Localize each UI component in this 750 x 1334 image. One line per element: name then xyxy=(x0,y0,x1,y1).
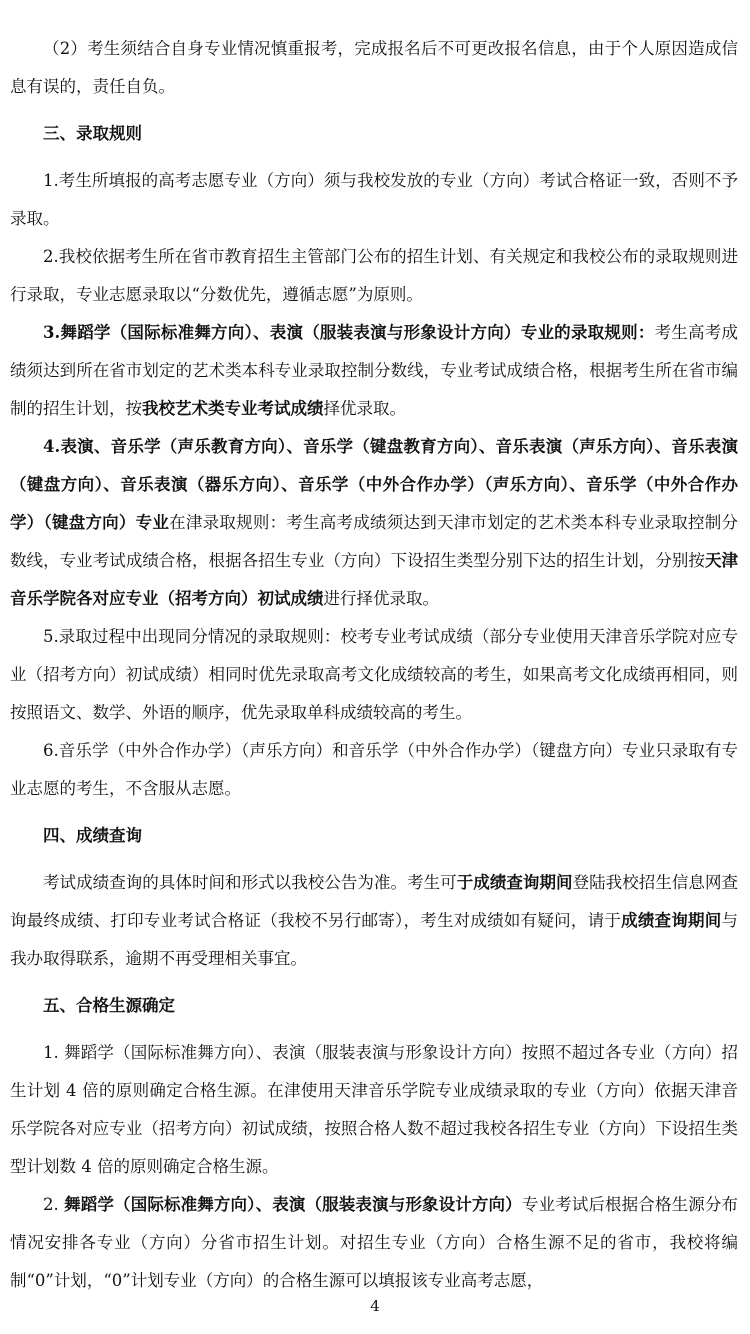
paragraph-qualified-2: 2. 舞蹈学（国际标准舞方向）、表演（服装表演与形象设计方向）专业考试后根据合格生源分布情况安排各专业（方向）分省市招生计划。对招生专业（方向）合格生源不足的省市，我校将编制“0”计划，“0”计划专业（方向）的合格生源可以填报该专业高考志愿， xyxy=(10,1195,739,1290)
paragraph-rule-3: 3.舞蹈学（国际标准舞方向）、表演（服装表演与形象设计方向）专业的录取规则：考生高考成绩须达到所在省市划定的艺术类本科专业录取控制分数线，专业考试成绩合格，根据考生所在省市编制的招生计划，按我校艺术类专业考试成绩择优录取。 xyxy=(10,323,738,418)
paragraph-rule-1: 1.考生所填报的高考志愿专业（方向）须与我校发放的专业（方向）考试合格证一致，否则不予录取。 xyxy=(10,171,738,228)
document-body xyxy=(10,30,738,1300)
heading-score-query: 四、成绩查询 xyxy=(43,826,142,845)
page-number: 4 xyxy=(370,1297,380,1315)
paragraph-rule-2: 2.我校依据考生所在省市教育招生主管部门公布的招生计划、有关规定和我校公布的录取规则进行录取，专业志愿录取以“分数优先，遵循志愿”为原则。 xyxy=(10,247,738,304)
paragraph-rule-4: 4.表演、音乐学（声乐教育方向）、音乐学（键盘教育方向）、音乐表演（声乐方向）、音乐表演（键盘方向）、音乐表演（器乐方向）、音乐学（中外合作办学）（声乐方向）、音乐学（中外合作办学）（键盘方向）专业在津录取规则：考生高考成绩须达到天津市划定的艺术类本科专业录取控制分数线，专业考试成绩合格，根据各招生专业（方向）下设招生类型分别下达的招生计划，分别按天津音乐学院各对应专业（招考方向）初试成绩进行择优录取。 xyxy=(10,437,739,608)
paragraph-intro: （2）考生须结合自身专业情况慎重报考，完成报名后不可更改报名信息，由于个人原因造成信息有误的，责任自负。 xyxy=(10,39,738,96)
paragraph-rule-6: 6.音乐学（中外合作办学）（声乐方向）和音乐学（中外合作办学）（键盘方向）专业只录取有专业志愿的考生，不含服从志愿。 xyxy=(10,741,738,798)
paragraph-qualified-1: 1. 舞蹈学（国际标准舞方向）、表演（服装表演与形象设计方向）按照不超过各专业（方向）招生计划 4 倍的原则确定合格生源。在津使用天津音乐学院专业成绩录取的专业（方向）依据天津音乐学院各对应专业（招考方向）初试成绩，按照合格人数不超过我校各招生专业（方向）下设招生类型计划数 4 倍的原则确定合格生源。 xyxy=(10,1043,738,1176)
heading-qualified-candidates: 五、合格生源确定 xyxy=(43,996,175,1015)
paragraph-rule-5: 5.录取过程中出现同分情况的录取规则：校考专业考试成绩（部分专业使用天津音乐学院对应专业（招考方向）初试成绩）相同时优先录取高考文化成绩较高的考生，如果高考文化成绩再相同，则按照语文、数学、外语的顺序，优先录取单科成绩较高的考生。 xyxy=(10,627,738,722)
heading-admission-rules: 三、录取规则 xyxy=(43,124,142,143)
paragraph-score-query: 考试成绩查询的具体时间和形式以我校公告为准。考生可于成绩查询期间登陆我校招生信息网查询最终成绩、打印专业考试合格证（我校不另行邮寄），考生对成绩如有疑问，请于成绩查询期间与我办取得联系，逾期不再受理相关事宜。 xyxy=(10,873,739,968)
